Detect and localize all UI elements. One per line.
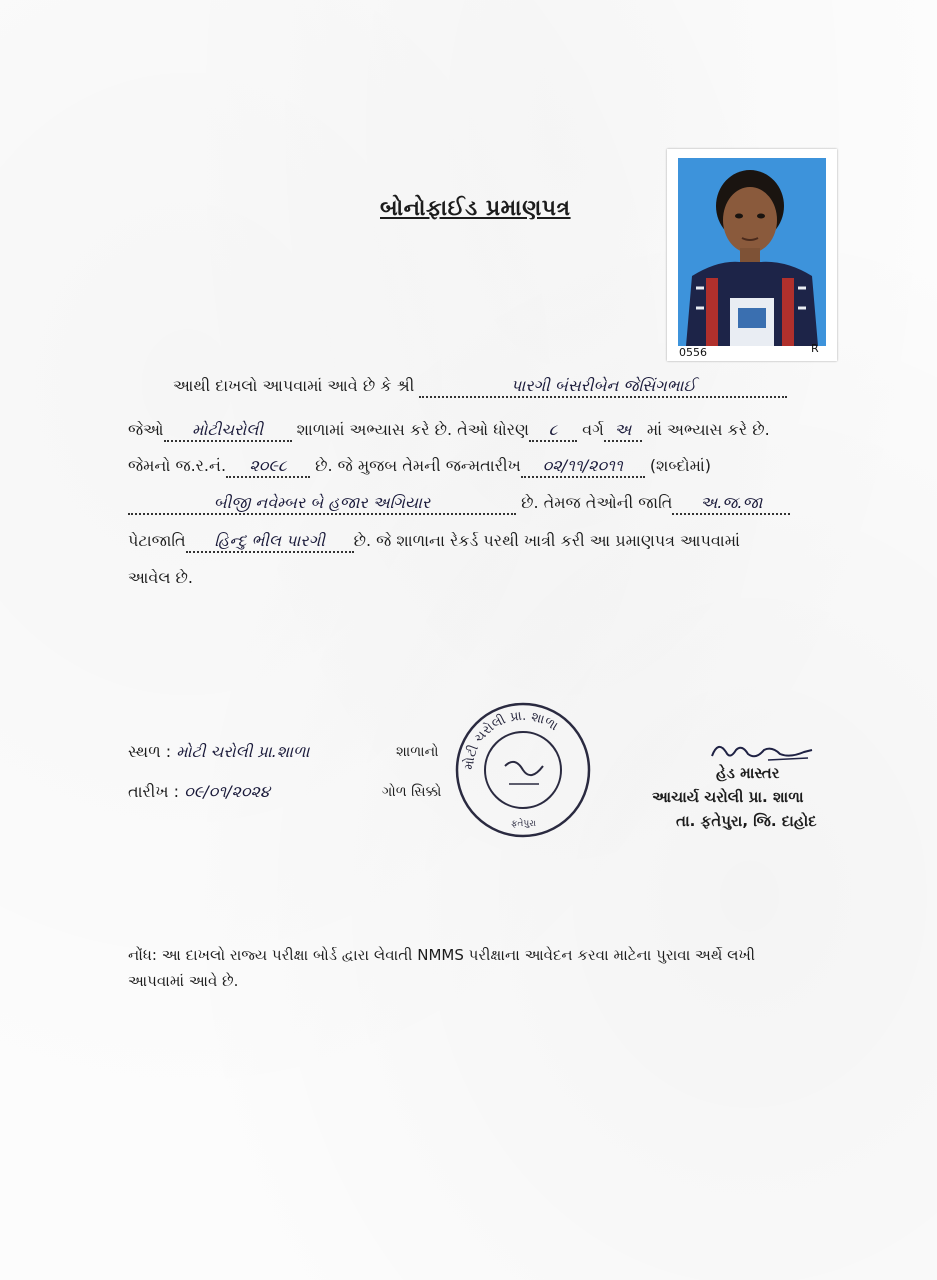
line-3 (128, 456, 711, 478)
place-value: મોટી ચરોલી પ્રા.શાળા (176, 742, 310, 761)
stamp-bottom-text: ફતેપુરા (511, 819, 537, 829)
note-line-2: આપવામાં આવે છે. (128, 972, 239, 990)
date-label: તારીખ : (128, 782, 180, 801)
dob-fill: ૦૨/૧૧/૨૦૧૧ (521, 456, 645, 478)
place-row (128, 742, 309, 762)
reg-no-fill: ૨૦૯૮ (226, 456, 310, 478)
class-label: વર્ગ (582, 420, 604, 439)
line-2-prefix: જેઓ (128, 420, 164, 439)
stamp-ring-text: મોટી ચરોલી પ્રા. શાળા (461, 708, 561, 771)
place-label: સ્થળ : (128, 742, 172, 761)
seal-label-1: શાળાનો (396, 744, 439, 760)
standard-fill: ૮ (529, 420, 577, 442)
line-3-prefix: જેમનો જ.ર.નં. (128, 456, 227, 475)
dob-words-fill: બીજી નવેમ્બર બે હજાર અગિયાર (128, 493, 516, 515)
line-5-suffix: છે. જે શાળાના રેકર્ડ પરથી ખાત્રી કરી આ પ્રમાણપત્ર આપવામાં (353, 531, 740, 550)
line-5 (128, 531, 740, 553)
date-value: ૦૯/૦૧/૨૦૨૪ (184, 782, 270, 801)
line-3-suffix: (શબ્દોમાં) (649, 456, 712, 475)
caste-fill: અ.જ.જા (672, 493, 790, 515)
line-2 (128, 420, 770, 442)
signature-place: તા. ફતેપુરા, જિ. દાહોદ (676, 812, 817, 830)
class-fill: અ (604, 420, 642, 442)
student-name: પારગી બંસરીબેન જેસિંગભાઈ (419, 376, 787, 398)
line-1-text: આથી દાખલો આપવામાં આવે છે કે શ્રી (173, 376, 415, 395)
line-2-mid: શાળામાં અભ્યાસ કરે છે. તેઓ ધોરણ (296, 420, 530, 439)
line-3-mid: છે. જે મુજબ તેમની જન્મતારીખ (315, 456, 521, 475)
line-2-suffix: માં અભ્યાસ કરે છે. (646, 420, 770, 439)
note-line-1: નોંધ: આ દાખલો રાજ્ય પરીક્ષા બોર્ડ દ્વારા લેવાતી NMMS પરીક્ષાના આવેદન કરવા માટેના પુરાવા અર્થે લખી (128, 946, 756, 964)
photo-code: 0556 (679, 346, 707, 359)
school-name-fill: મોટીચરોલી (164, 420, 292, 442)
photo-mark: R (811, 342, 819, 355)
student-photo (667, 149, 837, 361)
photo-portrait (678, 158, 826, 346)
seal-label-2: ગોળ સિક્કો (382, 784, 442, 800)
line-4-mid: છે. તેમજ તેઓની જાતિ (521, 493, 673, 512)
line-4 (128, 493, 790, 515)
signature-school: આચાર્ય ચરોલી પ્રા. શાળા (652, 788, 804, 806)
portrait-image (678, 158, 826, 346)
subcaste-fill: હિન્દુ ભીલ પારગી (186, 531, 354, 553)
signature-role: હેડ માસ્તર (716, 764, 780, 782)
line-1 (173, 376, 787, 398)
school-round-stamp (453, 700, 593, 840)
certificate-title: બોનોફાઈડ પ્રમાણપત્ર (380, 196, 571, 221)
line-5-prefix: પેટાજાતિ (128, 531, 186, 550)
date-row (128, 782, 270, 802)
line-6: આવેલ છે. (128, 568, 193, 587)
